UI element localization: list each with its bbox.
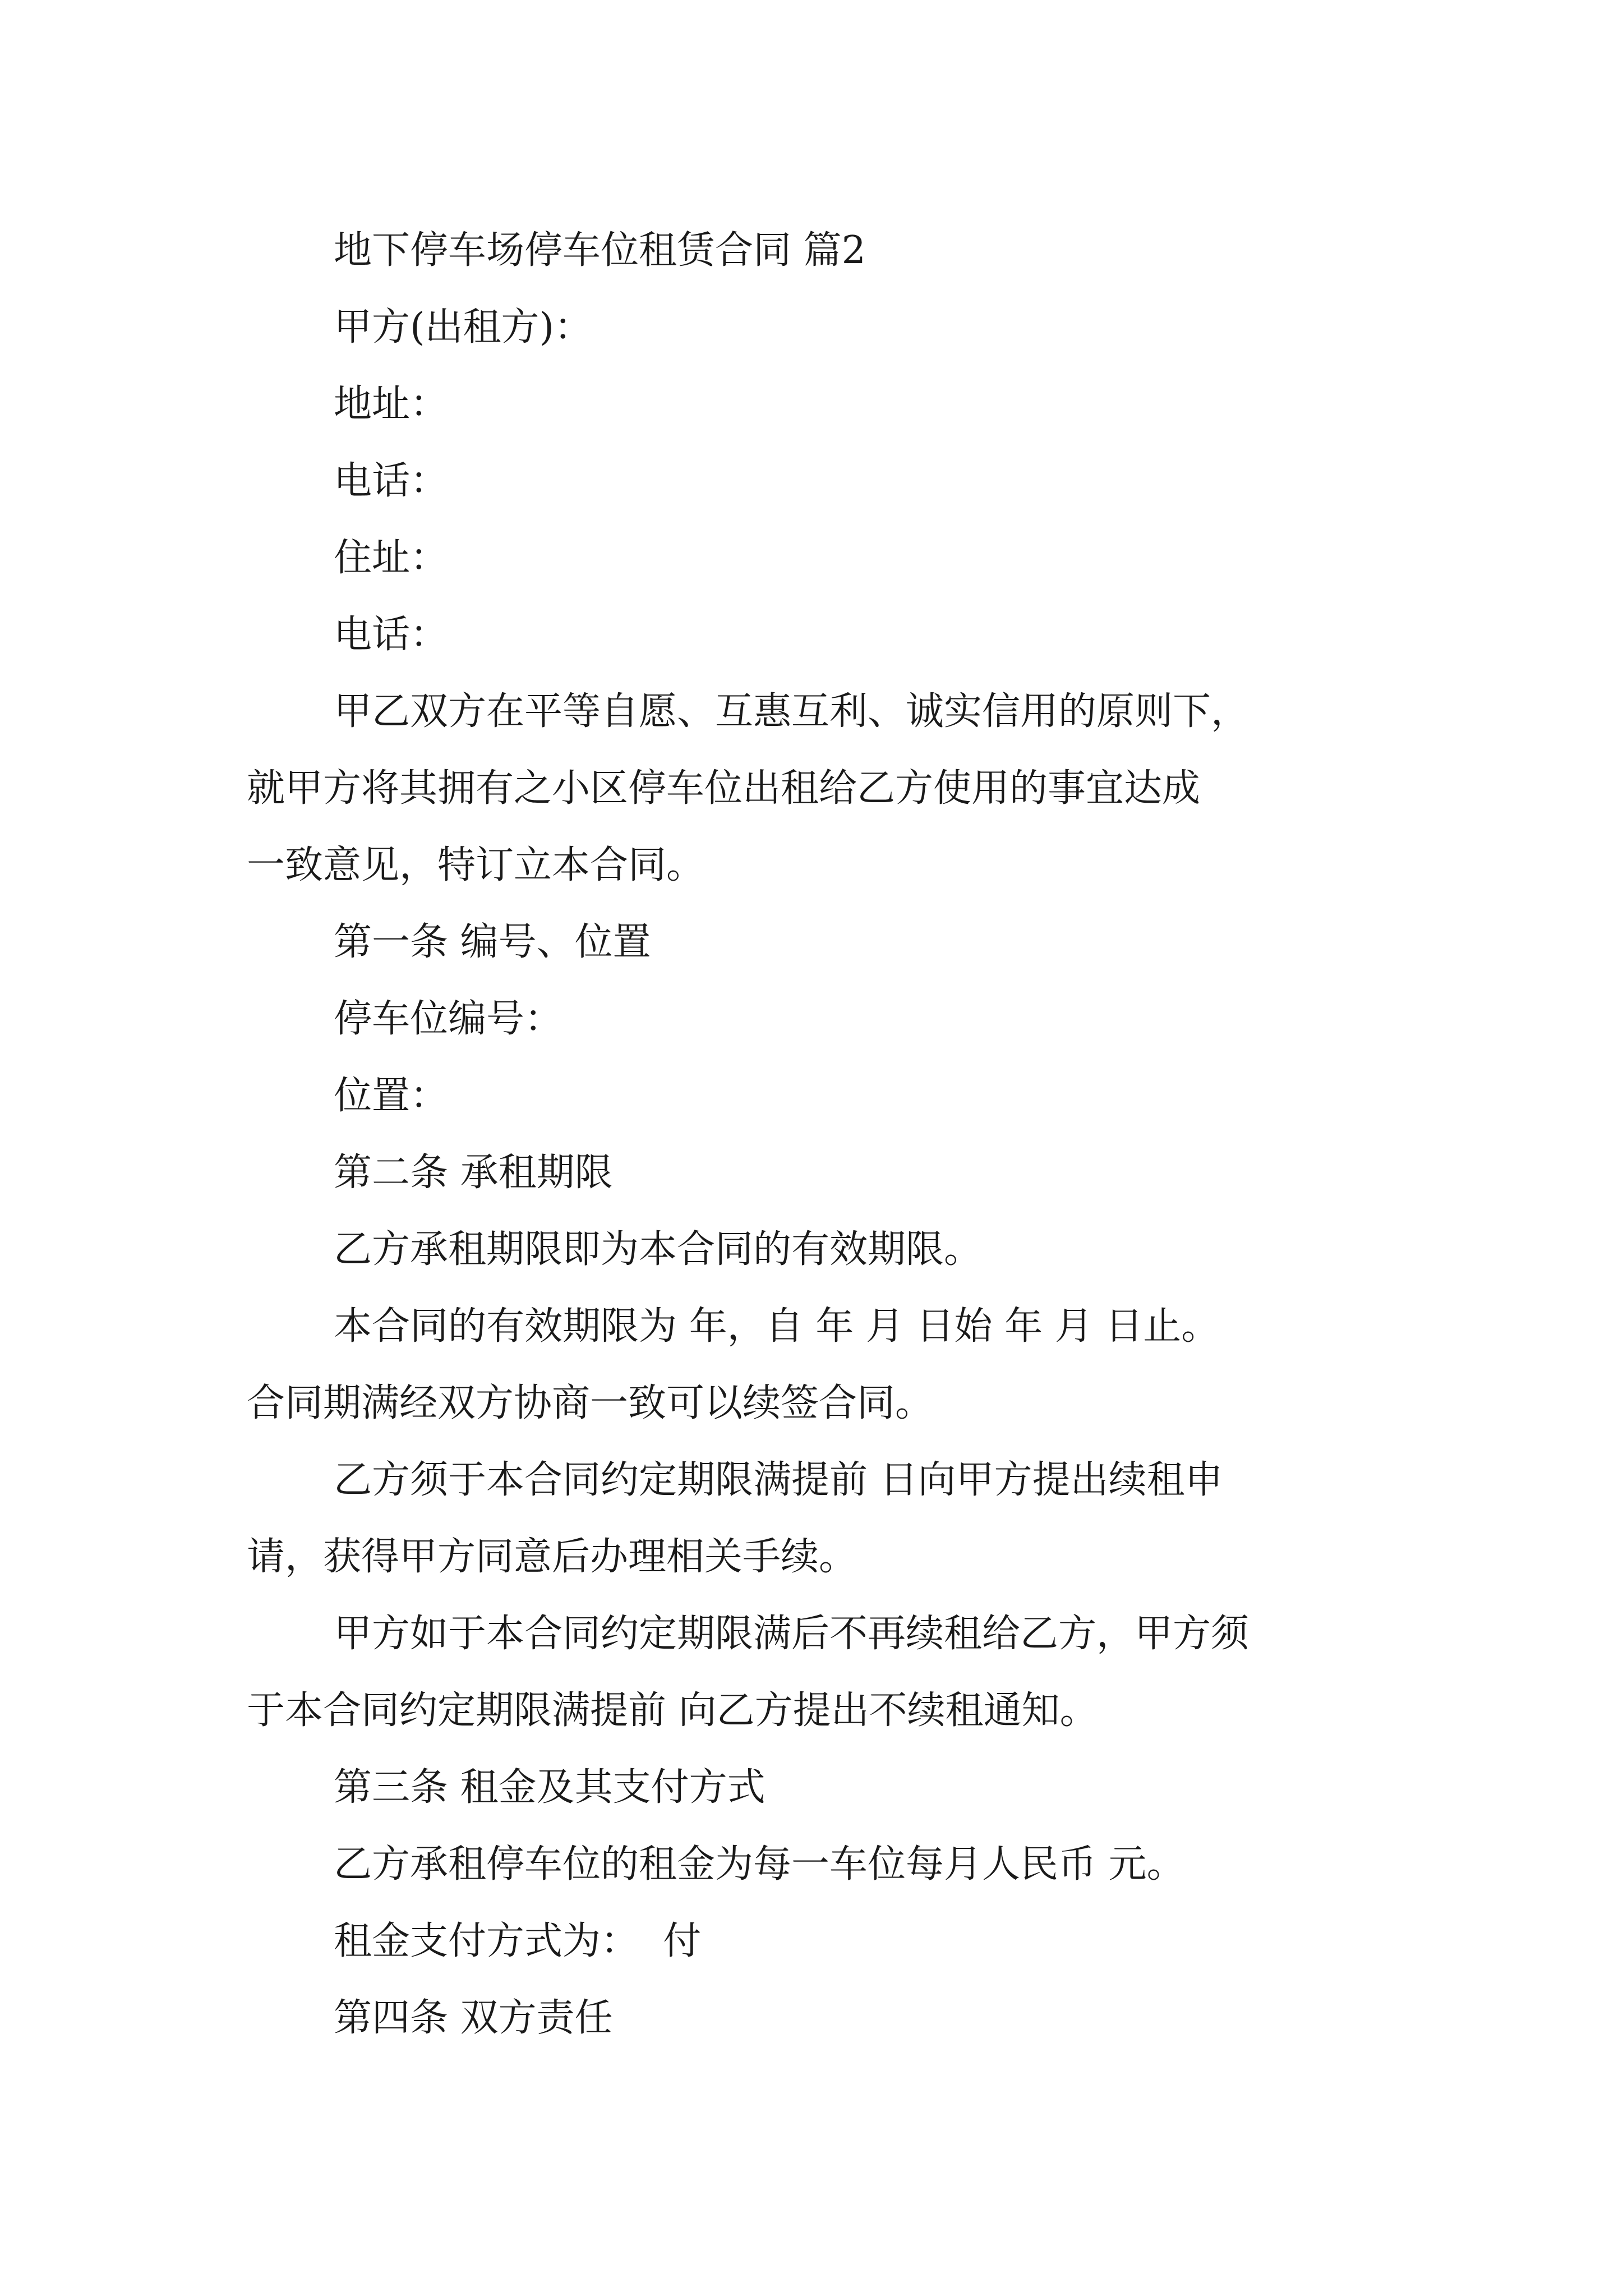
- document-title: 地下停车场停车位租赁合同 篇2: [334, 228, 866, 273]
- renewal-line: 请，获得甲方同意后办理相关手续。: [247, 1535, 857, 1579]
- residence-field: 住址：: [334, 536, 449, 580]
- parking-location-field: 位置：: [334, 1074, 449, 1118]
- preamble-line: 甲乙双方在平等自愿、互惠互利、诚实信用的原则下，: [334, 689, 1249, 734]
- nonrenewal-line: 甲方如于本合同约定期限满后不再续租给乙方，甲方须: [334, 1612, 1249, 1656]
- payment-method-paragraph: 租金支付方式为： 付: [334, 1919, 702, 1963]
- validity-line: 本合同的有效期限为 年，自 年 月 日始 年 月 日止。: [334, 1304, 1220, 1349]
- parking-number-field: 停车位编号：: [334, 997, 563, 1041]
- party-a-field: 甲方(出租方)：: [334, 305, 593, 349]
- phone-a-field: 电话：: [334, 459, 449, 503]
- preamble-paragraph: [247, 673, 1391, 904]
- renewal-line: 乙方须于本合同约定期限满提前 日向甲方提出续租申: [334, 1458, 1223, 1502]
- nonrenewal-line: 于本合同约定期限满提前 向乙方提出不续租通知。: [247, 1688, 1098, 1733]
- preamble-line: 就甲方将其拥有之小区停车位出租给乙方使用的事宜达成: [247, 766, 1201, 811]
- article-2-validity-paragraph: [247, 1288, 1391, 1442]
- phone-b-field: 电话：: [334, 613, 449, 657]
- article-2-term-paragraph: 乙方承租期限即为本合同的有效期限。: [334, 1227, 983, 1272]
- address-field: 地址：: [334, 382, 449, 426]
- validity-line: 合同期满经双方协商一致可以续签合同。: [247, 1381, 934, 1425]
- article-3-heading: 第三条 租金及其支付方式: [334, 1765, 766, 1810]
- document-body: [247, 212, 1391, 2056]
- article-2-nonrenewal-paragraph: [247, 1595, 1391, 1749]
- preamble-line: 一致意见，特订立本合同。: [247, 843, 705, 887]
- article-2-renewal-paragraph: [247, 1442, 1391, 1595]
- article-1-heading: 第一条 编号、位置: [334, 920, 651, 964]
- article-4-heading: 第四条 双方责任: [334, 1996, 613, 2040]
- article-2-heading: 第二条 承租期限: [334, 1151, 613, 1195]
- rent-amount-paragraph: 乙方承租停车位的租金为每一车位每月人民币 元。: [334, 1842, 1185, 1887]
